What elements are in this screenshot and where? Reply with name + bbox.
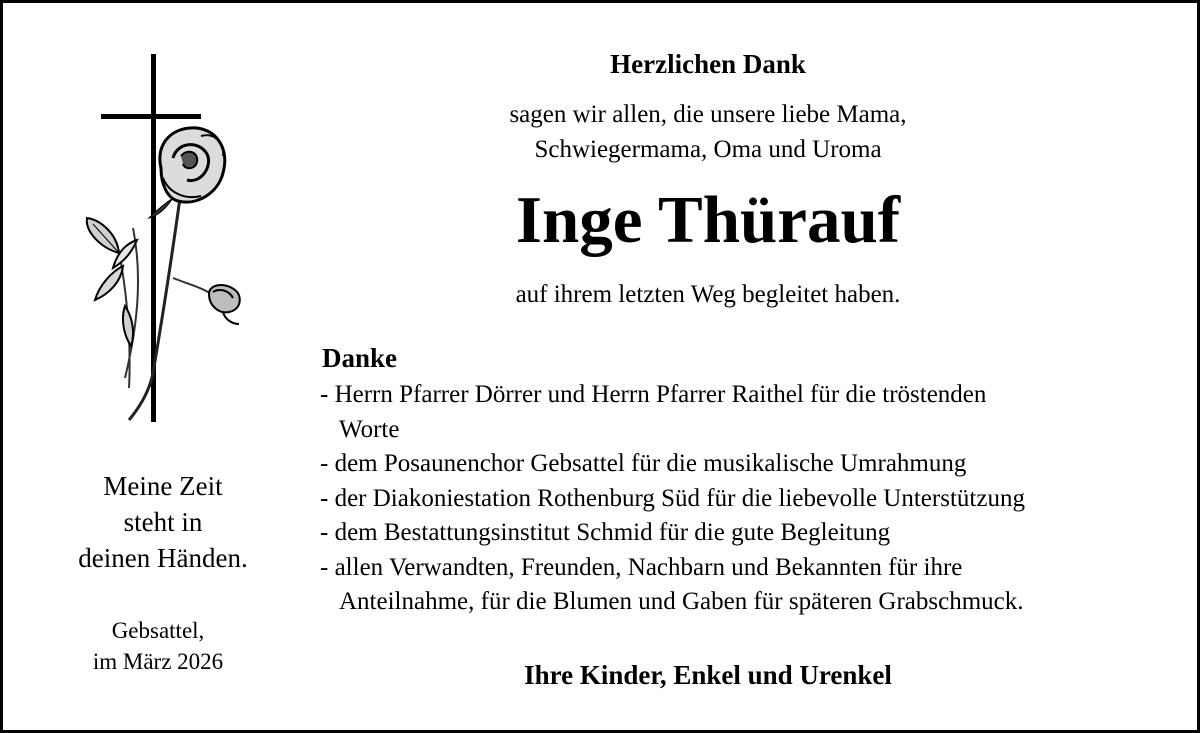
thanks-line: Worte	[339, 415, 400, 443]
quote-line: Meine Zeit	[103, 471, 223, 501]
cross-with-rose-icon	[73, 48, 253, 433]
quote-line: steht in	[123, 507, 203, 537]
intro-line: Schwiegermama, Oma und Uroma	[534, 136, 882, 163]
thanks-line: - allen Verwandten, Freunden, Nachbarn und Bekannten für ihre	[320, 553, 963, 581]
place-and-date	[38, 615, 278, 677]
thanks-line: - dem Posaunenchor Gebsattel für die musikalische Umrahmung	[320, 450, 967, 477]
family-signature: Ihre Kinder, Enkel und Urenkel	[524, 660, 892, 690]
notice-intro	[303, 97, 1113, 167]
quote-line: deinen Händen.	[78, 543, 248, 573]
thanks-line: - dem Bestattungsinstitut Schmid für die gute Begleitung	[320, 519, 891, 546]
thanks-line: Anteilnahme, für die Blumen und Gaben für späteren Grabschmuck.	[339, 588, 1024, 615]
date: im März 2026	[92, 649, 224, 674]
deceased-name: Inge Thürauf	[515, 183, 901, 257]
notice-after-name: auf ihrem letzten Weg begleitet haben.	[515, 281, 901, 308]
notice-heading: Herzlichen Dank	[610, 49, 806, 79]
thanks-line: - Herrn Pfarrer Dörrer und Herrn Pfarrer Raithel für die tröstenden	[320, 381, 987, 408]
thanks-list	[320, 378, 1190, 620]
intro-line: sagen wir allen, die unsere liebe Mama,	[509, 101, 907, 128]
thanks-title: Danke	[322, 343, 398, 373]
thanks-line: - der Diakoniestation Rothenburg Süd für die liebevolle Unterstützung	[320, 484, 1025, 512]
bible-quote	[38, 468, 288, 576]
place: Gebsattel,	[111, 618, 205, 643]
